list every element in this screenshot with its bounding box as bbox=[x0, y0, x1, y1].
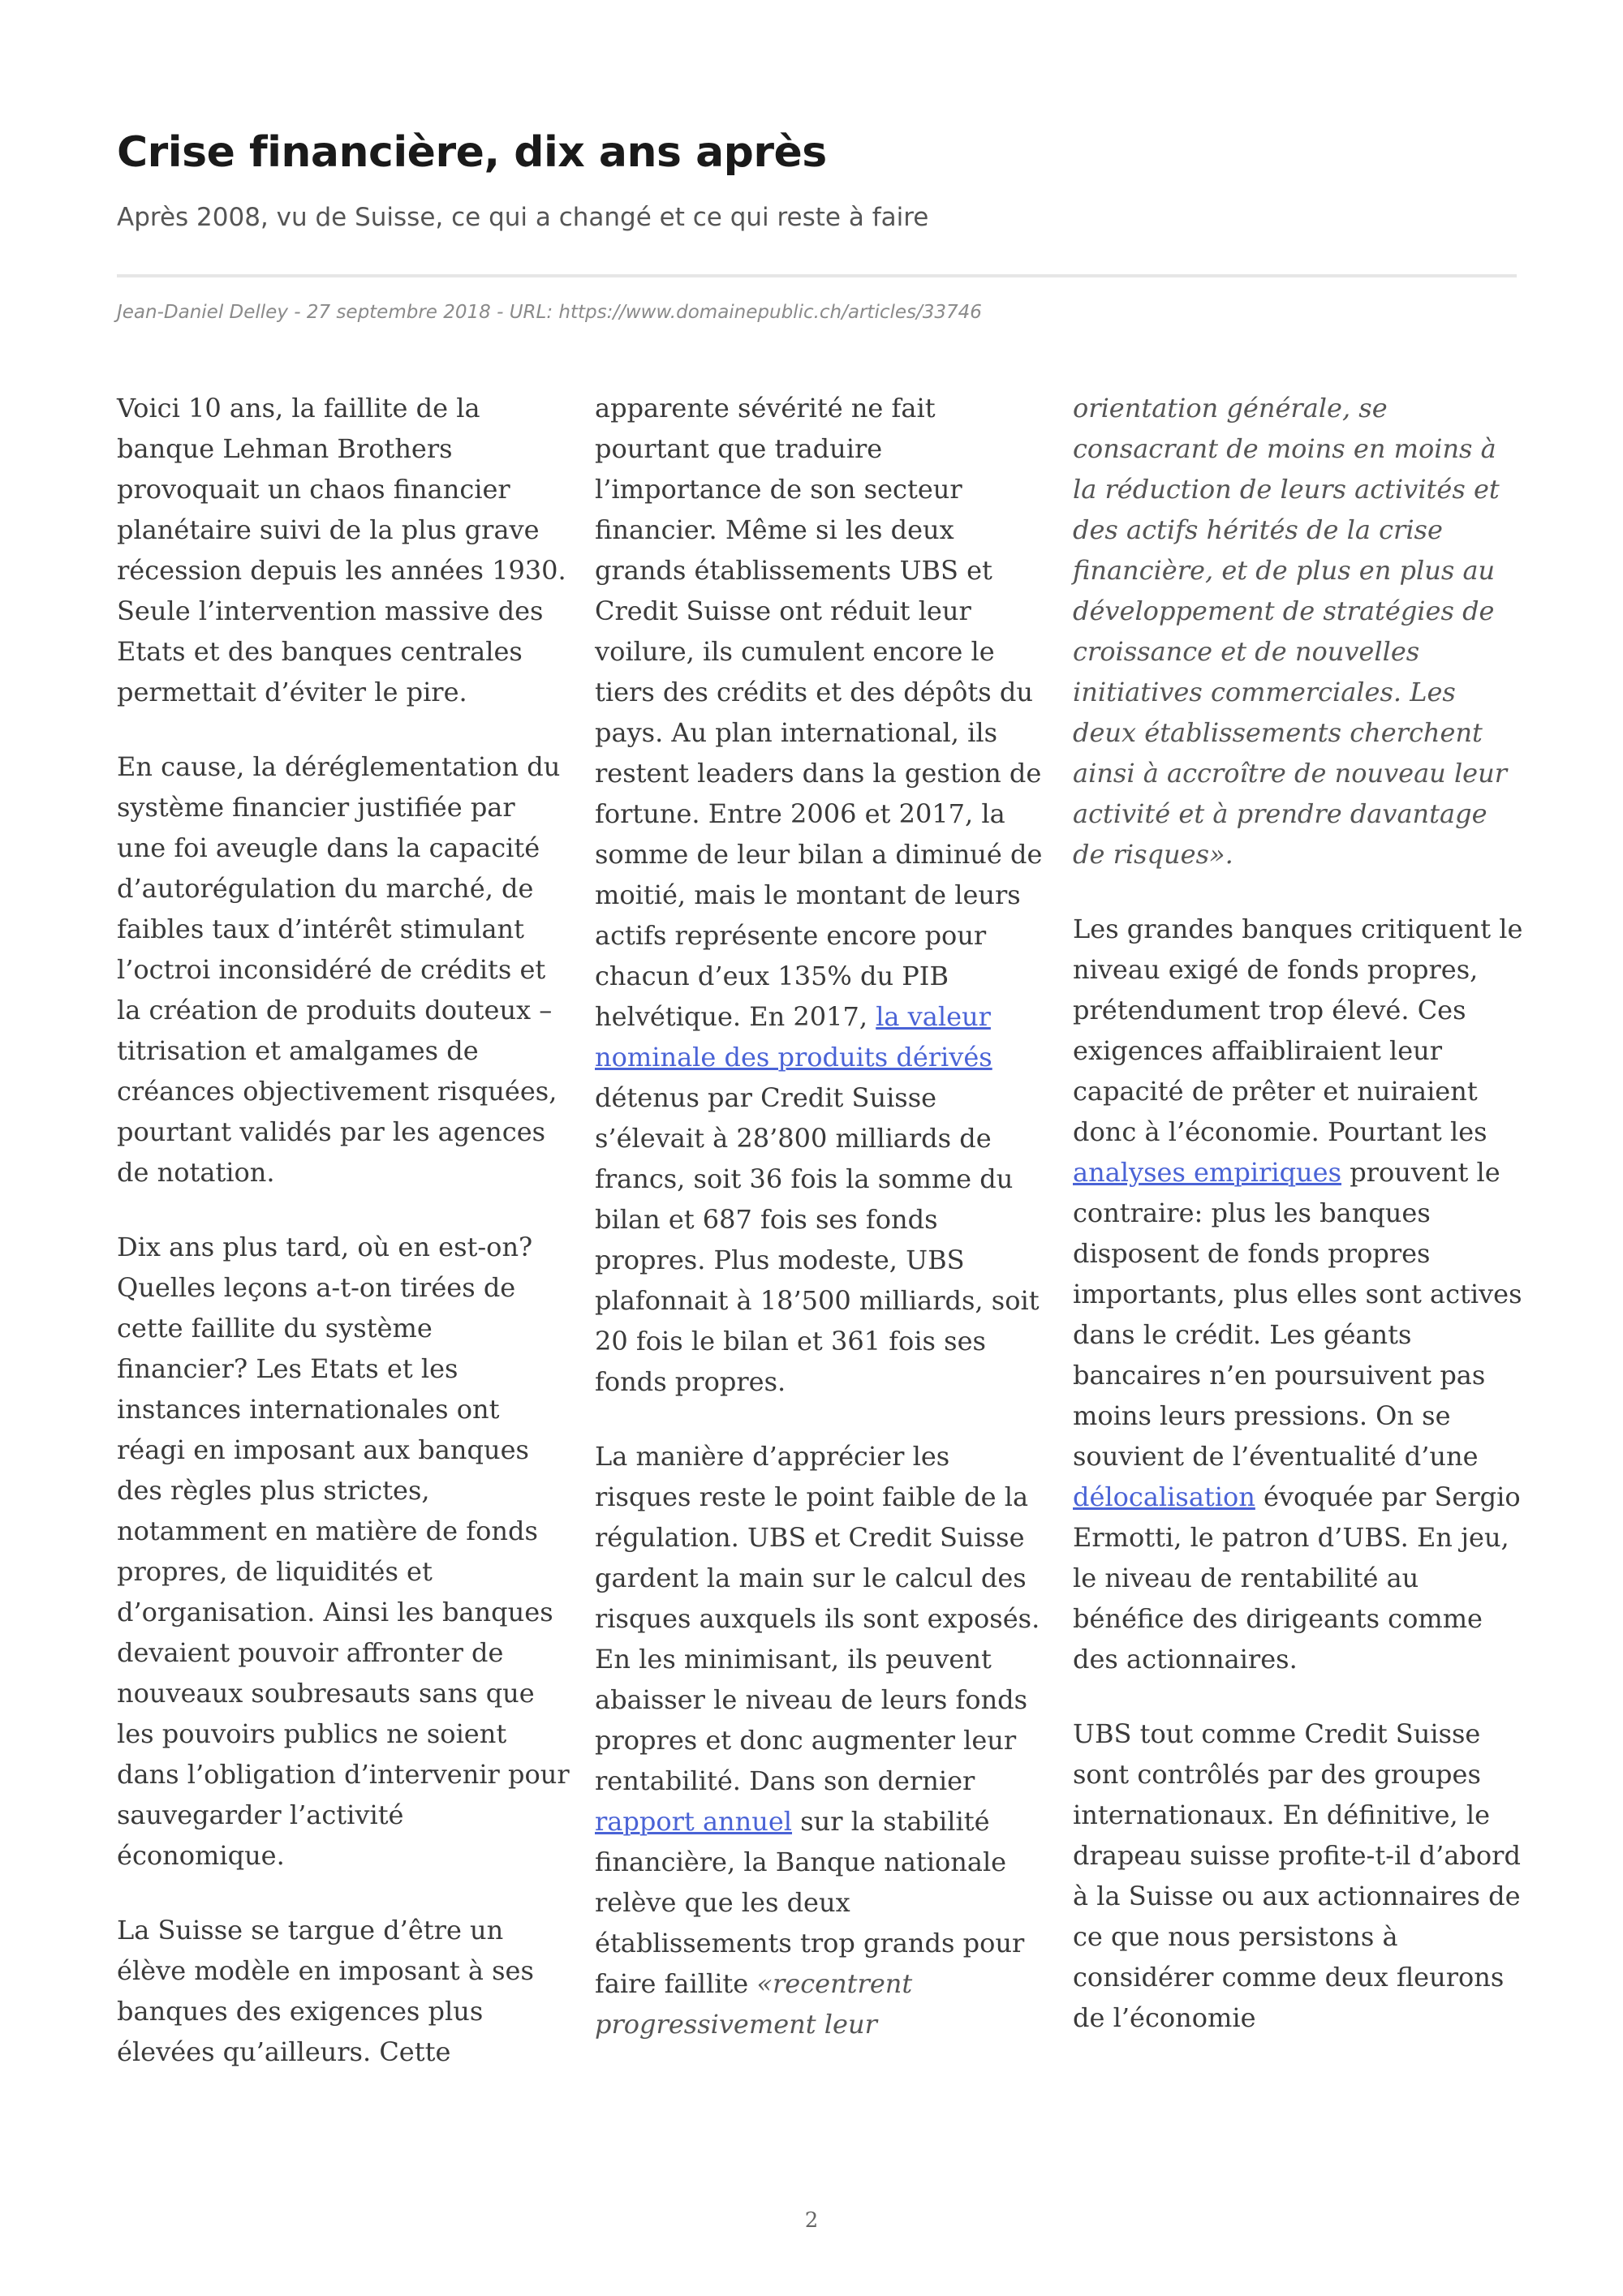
article-subtitle: Après 2008, vu de Suisse, ce qui a changé et ce qui reste à faire bbox=[117, 203, 929, 232]
text-run: sur la stabilité financière, la Banque nationale relève que les deux établissements trop grands pour faire faillite bbox=[595, 1806, 1025, 1999]
text-run: prouvent le contraire: plus les banques disposent de fonds propres importants, plus elles sont actives dans le crédit. Les géants bancaires n’en poursuivent pas moins leurs pressions. On se souvient de l’éventualité d’une bbox=[1073, 1157, 1522, 1472]
paragraph: En cause, la déréglementation du système financier justifiée par une foi aveugle dans la capacité d’autorégulation du marché, de faibles taux d’intérêt stimulant l’octroi inconsidéré de crédits et la création de produits douteux – titrisation et amalgames de créances objectivement risquées, pourtant validés par les agences de notation. bbox=[117, 751, 561, 1188]
paragraph bbox=[595, 388, 1049, 1402]
text-run: La manière d’apprécier les risques reste le point faible de la régulation. UBS et Credit Suisse gardent la main sur le calcul des risques auxquels ils sont exposés. En les minimisant, ils peuvent abaisser le niveau de leurs fonds propres et donc augmenter leur rentabilité. Dans son dernier bbox=[595, 1441, 1040, 1796]
text-run: évoquée par Sergio Ermotti, le patron d’UBS. En jeu, le niveau de rentabilité au bénéfice des dirigeants comme des actionnaires. bbox=[1073, 1481, 1521, 1675]
paragraph bbox=[1073, 388, 1527, 875]
paragraph: Dix ans plus tard, où en est-on? Quelles leçons a-t-on tirées de cette faillite du système financier? Les Etats et les instances internationales ont réagi en imposant aux banques des règles plus strictes, notamment en matière de fonds propres, de liquidités et d’organisation. Ainsi les banques devaient pouvoir affronter de nouveaux soubresauts sans que les pouvoirs publics ne soient dans l’obligation d’intervenir pour sauvegarder l’activité économique. bbox=[117, 1232, 570, 1871]
quote-text: orientation générale, se consacrant de moins en moins à la réduction de leurs activités et des actifs hérités de la crise financière, et de plus en plus au développement de stratégies de croissance et de nouvelles initiatives commerciales. Les deux établissements cherchent ainsi à accroître de nouveau leur activité et à prendre davantage de risques». bbox=[1073, 393, 1508, 870]
article-meta: Jean-Daniel Delley - 27 septembre 2018 - URL: https://www.domainepublic.ch/articles/33746 bbox=[117, 302, 982, 323]
derivatives-link[interactable]: la valeur nominale des produits dérivés bbox=[595, 1001, 992, 1073]
header-divider bbox=[117, 274, 1517, 277]
column-3 bbox=[1073, 388, 1527, 2072]
page-number: 2 bbox=[804, 2208, 819, 2233]
text-run: détenus par Credit Suisse s’élevait à 28’800 milliards de francs, soit 36 fois la somme du bilan et 687 fois ses fonds propres. Plus modeste, UBS plafonnait à 18’500 milliards, soit 20 fois le bilan et 361 fois ses fonds propres. bbox=[595, 1082, 1040, 1397]
paragraph bbox=[1073, 909, 1527, 1679]
text-run: Les grandes banques critiquent le niveau exigé de fonds propres, prétendument trop élevé. Ces exigences affaibliraient leur capacité de prêter et nuiraient donc à l’économie. Pourtant les bbox=[1073, 914, 1523, 1147]
article-title: Crise financière, dix ans après bbox=[117, 128, 827, 177]
column-1 bbox=[117, 388, 571, 2106]
empirical-analyses-link[interactable]: analyses empiriques bbox=[1073, 1157, 1342, 1188]
paragraph bbox=[595, 1436, 1049, 2044]
text-run: apparente sévérité ne fait pourtant que traduire l’importance de son secteur financier. Même si les deux grands établissements UBS et Credit Suisse ont réduit leur voilure, ils cumulent encore le tiers des crédits et des dépôts du pays. Au plan international, ils restent leaders dans la gestion de fortune. Entre 2006 et 2017, la somme de leur bilan a diminué de moitié, mais le montant de leurs actifs représente encore pour chacun d’eux 135% du PIB helvétique. En 2017, bbox=[595, 393, 1043, 1032]
annual-report-link[interactable]: rapport annuel bbox=[595, 1806, 793, 1837]
quote-text: «recentrent progressivement leur bbox=[595, 1968, 913, 2040]
paragraph: La Suisse se targue d’être un élève modèle en imposant à ses banques des exigences plus élevées qu’ailleurs. Cette bbox=[117, 1915, 534, 2067]
paragraph: Voici 10 ans, la faillite de la banque Lehman Brothers provoquait un chaos financier planétaire suivi de la plus grave récession depuis les années 1930. Seule l’intervention massive des Etats et des banques centrales permettait d’éviter le pire. bbox=[117, 393, 566, 707]
column-2 bbox=[595, 388, 1049, 2079]
paragraph: UBS tout comme Credit Suisse sont contrôlés par des groupes internationaux. En définitive, le drapeau suisse profite-t-il d’abord à la Suisse ou aux actionnaires de ce que nous persistons à considérer comme deux fleurons de l’économie bbox=[1073, 1718, 1521, 2033]
relocation-link[interactable]: délocalisation bbox=[1073, 1481, 1255, 1512]
